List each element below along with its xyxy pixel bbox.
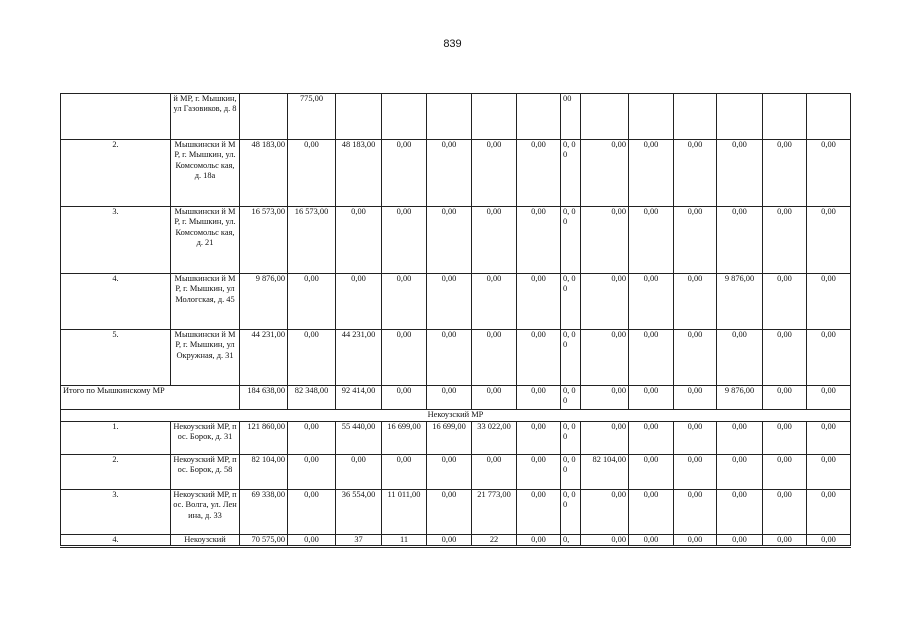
section-title: Некоузский МР	[61, 410, 851, 422]
table-row	[61, 535, 851, 547]
value-cell: 0,00	[336, 274, 382, 330]
value-cell: 0, 00	[561, 274, 581, 330]
value-cell: 0,00	[517, 455, 561, 490]
value-cell: 0,00	[336, 455, 382, 490]
value-cell: 0,00	[288, 422, 336, 455]
address-cell: Некоузский МР, пос. Борок, д. 31	[171, 422, 240, 455]
value-cell: 82 104,00	[240, 455, 288, 490]
value-cell: 9 876,00	[240, 274, 288, 330]
value-cell: 55 440,00	[336, 422, 382, 455]
value-cell: 0,00	[427, 274, 472, 330]
address-cell: Мышкински й МР, г. Мышкин, ул. Комсомольс кая, д. 21	[171, 207, 240, 274]
total-label: Итого по Мышкинскому МР	[61, 386, 240, 410]
address-cell: й МР, г. Мышкин, ул Газовиков, д. 8	[171, 94, 240, 140]
value-cell: 9 876,00	[717, 386, 763, 410]
value-cell: 0,00	[472, 140, 517, 207]
value-cell: 775,00	[288, 94, 336, 140]
value-cell: 0,00	[427, 490, 472, 535]
table-row	[61, 455, 851, 490]
value-cell: 0,00	[807, 274, 851, 330]
row-number-cell: 2.	[61, 140, 171, 207]
value-cell: 0,00	[717, 330, 763, 386]
value-cell: 37	[336, 535, 382, 547]
value-cell: 0,00	[763, 207, 807, 274]
value-cell: 0,00	[763, 535, 807, 547]
value-cell: 0,00	[763, 386, 807, 410]
value-cell: 36 554,00	[336, 490, 382, 535]
value-cell: 0,00	[427, 455, 472, 490]
value-cell: 0,00	[763, 422, 807, 455]
row-number-cell: 4.	[61, 274, 171, 330]
value-cell: 0,00	[674, 386, 717, 410]
value-cell: 0, 00	[561, 455, 581, 490]
value-cell: 0,00	[517, 207, 561, 274]
value-cell: 0,00	[763, 274, 807, 330]
value-cell: 0,00	[763, 140, 807, 207]
value-cell: 16 699,00	[427, 422, 472, 455]
value-cell: 0,00	[629, 274, 674, 330]
value-cell: 0,00	[427, 207, 472, 274]
table-row	[61, 207, 851, 274]
value-cell: 92 414,00	[336, 386, 382, 410]
value-cell: 0,00	[629, 490, 674, 535]
value-cell: 0,00	[629, 422, 674, 455]
value-cell: 9 876,00	[717, 274, 763, 330]
value-cell: 0,00	[382, 140, 427, 207]
value-cell: 0,00	[807, 207, 851, 274]
value-cell: 0,00	[382, 455, 427, 490]
value-cell: 0,	[561, 535, 581, 547]
value-cell: 48 183,00	[240, 140, 288, 207]
value-cell: 0,00	[472, 207, 517, 274]
value-cell: 82 104,00	[581, 455, 629, 490]
value-cell: 0,00	[472, 455, 517, 490]
value-cell: 0,00	[807, 140, 851, 207]
address-cell: Некоузский МР, пос. Волга, ул. Ленина, д. 33	[171, 490, 240, 535]
budget-table	[60, 93, 851, 548]
value-cell: 0,00	[807, 535, 851, 547]
value-cell: 0,00	[674, 330, 717, 386]
value-cell: 0,00	[674, 140, 717, 207]
value-cell: 33 022,00	[472, 422, 517, 455]
value-cell: 0,00	[581, 207, 629, 274]
value-cell: 0,00	[517, 535, 561, 547]
value-cell: 0,00	[517, 330, 561, 386]
value-cell: 184 638,00	[240, 386, 288, 410]
value-cell: 0,00	[581, 140, 629, 207]
value-cell: 0,00	[517, 490, 561, 535]
value-cell: 0, 00	[561, 330, 581, 386]
value-cell: 0,00	[288, 274, 336, 330]
value-cell: 0, 00	[561, 422, 581, 455]
total-row	[61, 386, 851, 410]
value-cell: 0,00	[382, 330, 427, 386]
value-cell: 0,00	[807, 386, 851, 410]
value-cell: 0,00	[288, 140, 336, 207]
value-cell: 0,00	[517, 274, 561, 330]
value-cell: 0,00	[763, 330, 807, 386]
value-cell: 0,00	[629, 455, 674, 490]
value-cell: 0,00	[807, 330, 851, 386]
value-cell: 0,00	[288, 455, 336, 490]
value-cell: 0,00	[717, 207, 763, 274]
row-number-cell: 2.	[61, 455, 171, 490]
row-number-cell: 3.	[61, 207, 171, 274]
address-cell: Мышкински й МР, г. Мышкин, ул Мологская, д. 45	[171, 274, 240, 330]
value-cell: 0,00	[581, 386, 629, 410]
value-cell: 0,00	[581, 330, 629, 386]
page-number: 839	[443, 38, 462, 50]
row-number-cell: 3.	[61, 490, 171, 535]
value-cell: 0,00	[517, 386, 561, 410]
value-cell: 0,00	[517, 422, 561, 455]
value-cell: 44 231,00	[336, 330, 382, 386]
value-cell: 16 573,00	[288, 207, 336, 274]
value-cell: 0,00	[382, 207, 427, 274]
value-cell: 0,00	[807, 490, 851, 535]
table-row	[61, 490, 851, 535]
value-cell: 70 575,00	[240, 535, 288, 547]
table-row	[61, 330, 851, 386]
value-cell: 0,00	[674, 455, 717, 490]
value-cell: 21 773,00	[472, 490, 517, 535]
row-number-cell: 1.	[61, 422, 171, 455]
value-cell: 0,00	[674, 490, 717, 535]
value-cell: 0,00	[581, 490, 629, 535]
value-cell: 0,00	[717, 490, 763, 535]
value-cell: 0,00	[674, 207, 717, 274]
value-cell: 22	[472, 535, 517, 547]
value-cell: 0,00	[581, 274, 629, 330]
value-cell: 0,00	[763, 490, 807, 535]
value-cell: 16 573,00	[240, 207, 288, 274]
address-cell: Некоузский МР, пос. Борок, д. 58	[171, 455, 240, 490]
value-cell: 0,00	[629, 140, 674, 207]
row-number-cell: 5.	[61, 330, 171, 386]
value-cell: 0,00	[336, 207, 382, 274]
address-cell: Мышкински й МР, г. Мышкин, ул. Комсомольс кая, д. 18а	[171, 140, 240, 207]
value-cell: 0,00	[674, 422, 717, 455]
value-cell: 11	[382, 535, 427, 547]
value-cell: 00	[561, 94, 581, 140]
value-cell: 0,00	[427, 386, 472, 410]
value-cell: 0,00	[717, 140, 763, 207]
table-row	[61, 140, 851, 207]
value-cell: 69 338,00	[240, 490, 288, 535]
value-cell: 0, 00	[561, 207, 581, 274]
value-cell: 82 348,00	[288, 386, 336, 410]
value-cell: 0,00	[427, 535, 472, 547]
value-cell: 48 183,00	[336, 140, 382, 207]
value-cell: 121 860,00	[240, 422, 288, 455]
value-cell: 0,00	[763, 455, 807, 490]
value-cell: 11 011,00	[382, 490, 427, 535]
value-cell: 0,00	[629, 535, 674, 547]
value-cell: 0,00	[427, 330, 472, 386]
table-row	[61, 422, 851, 455]
value-cell: 0,00	[629, 386, 674, 410]
value-cell: 0,00	[288, 330, 336, 386]
section-header-row	[61, 410, 851, 422]
value-cell: 0,00	[288, 490, 336, 535]
value-cell: 0,00	[472, 386, 517, 410]
value-cell: 0,00	[807, 422, 851, 455]
value-cell: 0,00	[674, 274, 717, 330]
value-cell: 0,00	[472, 274, 517, 330]
value-cell: 0, 00	[561, 490, 581, 535]
address-cell: Мышкински й МР, г. Мышкин, ул Окружная, д. 31	[171, 330, 240, 386]
value-cell: 0,00	[717, 455, 763, 490]
row-number-cell: 4.	[61, 535, 171, 547]
value-cell: 0,00	[717, 422, 763, 455]
value-cell: 0,00	[517, 140, 561, 207]
value-cell: 0,00	[382, 274, 427, 330]
address-cell: Некоузский	[171, 535, 240, 547]
value-cell: 0,00	[717, 535, 763, 547]
value-cell: 0,00	[581, 422, 629, 455]
value-cell: 16 699,00	[382, 422, 427, 455]
value-cell: 0,00	[472, 330, 517, 386]
value-cell: 0,00	[288, 535, 336, 547]
value-cell: 0,00	[382, 386, 427, 410]
value-cell: 0,00	[674, 535, 717, 547]
value-cell: 0,00	[629, 330, 674, 386]
value-cell: 0,00	[807, 455, 851, 490]
table-row	[61, 94, 851, 140]
value-cell: 0,00	[629, 207, 674, 274]
value-cell: 0,00	[427, 140, 472, 207]
value-cell: 44 231,00	[240, 330, 288, 386]
table-row	[61, 274, 851, 330]
value-cell: 0, 00	[561, 386, 581, 410]
value-cell: 0, 00	[561, 140, 581, 207]
value-cell: 0,00	[581, 535, 629, 547]
